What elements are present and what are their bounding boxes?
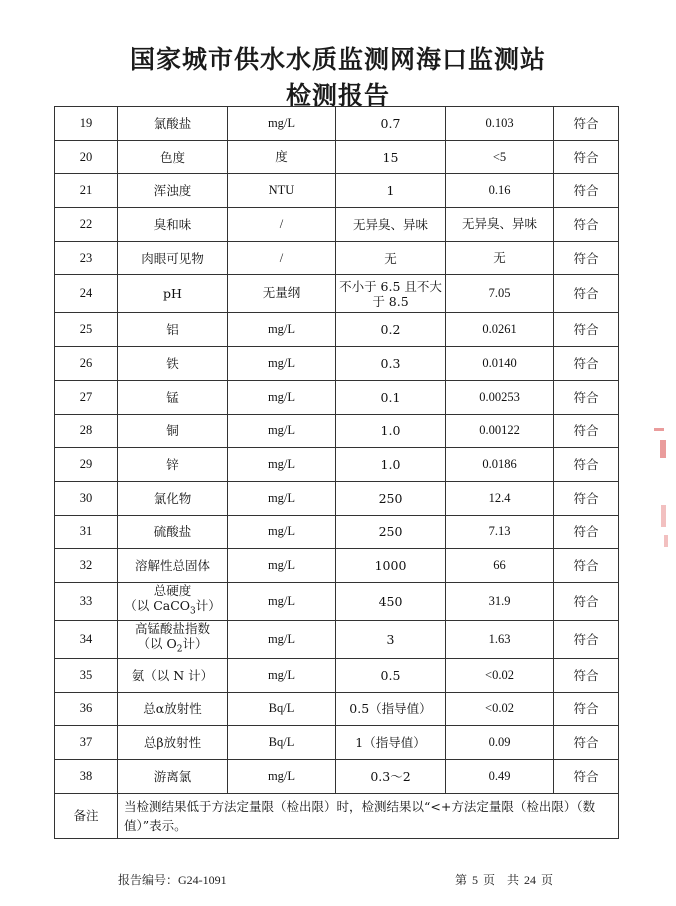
item-name-line1: 总硬度 (153, 583, 192, 599)
table-row (55, 380, 619, 414)
item-name: 浑浊度 (118, 174, 228, 208)
verdict: 符合 (554, 241, 619, 275)
verdict: 符合 (554, 726, 619, 760)
limit-value: 无 (336, 241, 446, 275)
item-name: 总β放射性 (118, 726, 228, 760)
item-name: 氯化物 (118, 481, 228, 515)
item-name-line2-pre: （以 O (137, 636, 177, 652)
result-value: <0.02 (446, 658, 554, 692)
limit-value: 1.0 (336, 448, 446, 482)
unit: mg/L (228, 582, 336, 620)
row-number: 33 (55, 582, 118, 620)
page-number: 第 5 页 共 24 页 (455, 873, 554, 887)
unit: 度 (228, 140, 336, 174)
row-number: 36 (55, 692, 118, 726)
report-number: 报告编号：G24-1091 (118, 873, 227, 887)
item-name-line1: 高锰酸盐指数 (134, 621, 210, 637)
unit: mg/L (228, 481, 336, 515)
table-row (55, 347, 619, 381)
verdict: 符合 (554, 140, 619, 174)
report-title-line2: 检测报告 (285, 81, 390, 110)
unit: mg/L (228, 448, 336, 482)
table-row (55, 658, 619, 692)
table-row (55, 620, 619, 658)
item-name-line2-pre: （以 CaCO (124, 598, 191, 614)
result-value: 0.0186 (446, 448, 554, 482)
item-name: pH (118, 275, 228, 313)
table-row (55, 107, 619, 141)
result-value: 7.05 (446, 275, 554, 313)
row-number: 27 (55, 380, 118, 414)
limit-value: 0.5（指导值） (336, 692, 446, 726)
table-row (55, 582, 619, 620)
item-name: 铜 (118, 414, 228, 448)
limit-value: 0.7 (336, 107, 446, 141)
result-value: 1.63 (446, 620, 554, 658)
row-number: 35 (55, 658, 118, 692)
unit: mg/L (228, 515, 336, 549)
result-value: 无异臭、异味 (446, 208, 554, 242)
table-row (55, 726, 619, 760)
unit: Bq/L (228, 692, 336, 726)
unit: mg/L (228, 549, 336, 583)
table-row (55, 313, 619, 347)
result-value: 0.0261 (446, 313, 554, 347)
unit: 无量纲 (228, 275, 336, 313)
table-row (55, 174, 619, 208)
verdict: 符合 (554, 448, 619, 482)
table-row (55, 692, 619, 726)
row-number: 25 (55, 313, 118, 347)
result-value: 0.49 (446, 760, 554, 794)
limit-value: 15 (336, 140, 446, 174)
unit: Bq/L (228, 726, 336, 760)
result-value: 无 (446, 241, 554, 275)
table-row (55, 414, 619, 448)
verdict: 符合 (554, 582, 619, 620)
item-name-line2-post: 计） (195, 598, 221, 614)
item-name: 游离氯 (118, 760, 228, 794)
item-name: 硫酸盐 (118, 515, 228, 549)
table-row (55, 448, 619, 482)
verdict: 符合 (554, 107, 619, 141)
row-number: 24 (55, 275, 118, 313)
verdict: 符合 (554, 313, 619, 347)
remark-label: 备注 (55, 793, 118, 838)
limit-value: 1000 (336, 549, 446, 583)
limit-value: 1 (336, 174, 446, 208)
table-row (55, 481, 619, 515)
result-value: 0.0140 (446, 347, 554, 381)
limit-value: 0.3 (336, 347, 446, 381)
verdict: 符合 (554, 620, 619, 658)
results-table (54, 106, 619, 839)
limit-line1: 不小于 6.5 且不大 (339, 278, 442, 294)
verdict: 符合 (554, 481, 619, 515)
result-value: 12.4 (446, 481, 554, 515)
item-name (118, 582, 228, 620)
limit-value: 1（指导值） (336, 726, 446, 760)
unit: mg/L (228, 313, 336, 347)
limit-value: 1.0 (336, 414, 446, 448)
stamp-mark (661, 505, 666, 527)
verdict: 符合 (554, 549, 619, 583)
row-number: 30 (55, 481, 118, 515)
unit: mg/L (228, 760, 336, 794)
verdict: 符合 (554, 658, 619, 692)
item-name: 臭和味 (118, 208, 228, 242)
table-row (55, 549, 619, 583)
verdict: 符合 (554, 275, 619, 313)
row-number: 21 (55, 174, 118, 208)
result-value: 7.13 (446, 515, 554, 549)
row-number: 26 (55, 347, 118, 381)
item-name: 锌 (118, 448, 228, 482)
stamp-mark (664, 535, 668, 547)
item-name-line2-post: 计） (182, 636, 208, 652)
limit-value (336, 275, 446, 313)
report-title-line1: 国家城市供水水质监测网海口监测站 (129, 45, 546, 74)
item-name: 色度 (118, 140, 228, 174)
row-number: 32 (55, 549, 118, 583)
table-row (55, 208, 619, 242)
item-name: 肉眼可见物 (118, 241, 228, 275)
stamp-mark (660, 440, 666, 458)
unit: mg/L (228, 107, 336, 141)
limit-value: 250 (336, 515, 446, 549)
table-row (55, 275, 619, 313)
row-number: 28 (55, 414, 118, 448)
unit: / (228, 208, 336, 242)
unit: NTU (228, 174, 336, 208)
item-subscript: 3 (190, 606, 196, 617)
row-number: 38 (55, 760, 118, 794)
result-value: 31.9 (446, 582, 554, 620)
result-value: 0.16 (446, 174, 554, 208)
item-name: 氯酸盐 (118, 107, 228, 141)
result-value: 0.00122 (446, 414, 554, 448)
limit-value: 0.5 (336, 658, 446, 692)
limit-value: 无异臭、异味 (336, 208, 446, 242)
result-value: 0.103 (446, 107, 554, 141)
item-name (118, 620, 228, 658)
row-number: 34 (55, 620, 118, 658)
verdict: 符合 (554, 760, 619, 794)
limit-value: 0.3～2 (336, 760, 446, 794)
verdict: 符合 (554, 347, 619, 381)
unit: mg/L (228, 620, 336, 658)
remark-text: 当检测结果低于方法定量限（检出限）时，检测结果以“<+方法定量限（检出限）（数值）”表示。 (118, 793, 619, 838)
item-name: 氨（以 N 计） (118, 658, 228, 692)
verdict: 符合 (554, 414, 619, 448)
verdict: 符合 (554, 380, 619, 414)
row-number: 22 (55, 208, 118, 242)
item-subscript: 2 (176, 644, 183, 655)
row-number: 37 (55, 726, 118, 760)
verdict: 符合 (554, 208, 619, 242)
result-value: 66 (446, 549, 554, 583)
limit-value: 0.1 (336, 380, 446, 414)
row-number: 29 (55, 448, 118, 482)
table-row (55, 760, 619, 794)
limit-line2: 于 8.5 (372, 293, 409, 309)
table-row (55, 241, 619, 275)
unit: mg/L (228, 347, 336, 381)
unit: mg/L (228, 380, 336, 414)
item-name: 总α放射性 (118, 692, 228, 726)
limit-value: 3 (336, 620, 446, 658)
item-name: 溶解性总固体 (118, 549, 228, 583)
item-name: 铝 (118, 313, 228, 347)
row-number: 20 (55, 140, 118, 174)
result-value: 0.00253 (446, 380, 554, 414)
row-number: 19 (55, 107, 118, 141)
result-value: <0.02 (446, 692, 554, 726)
row-number: 31 (55, 515, 118, 549)
stamp-mark (654, 428, 664, 431)
limit-value: 0.2 (336, 313, 446, 347)
verdict: 符合 (554, 692, 619, 726)
limit-value: 250 (336, 481, 446, 515)
limit-value: 450 (336, 582, 446, 620)
table-row (55, 140, 619, 174)
remark-row (55, 793, 619, 838)
row-number: 23 (55, 241, 118, 275)
verdict: 符合 (554, 174, 619, 208)
unit: mg/L (228, 658, 336, 692)
result-value: <5 (446, 140, 554, 174)
item-name: 锰 (118, 380, 228, 414)
result-value: 0.09 (446, 726, 554, 760)
unit: / (228, 241, 336, 275)
verdict: 符合 (554, 515, 619, 549)
table-row (55, 515, 619, 549)
item-name: 铁 (118, 347, 228, 381)
unit: mg/L (228, 414, 336, 448)
